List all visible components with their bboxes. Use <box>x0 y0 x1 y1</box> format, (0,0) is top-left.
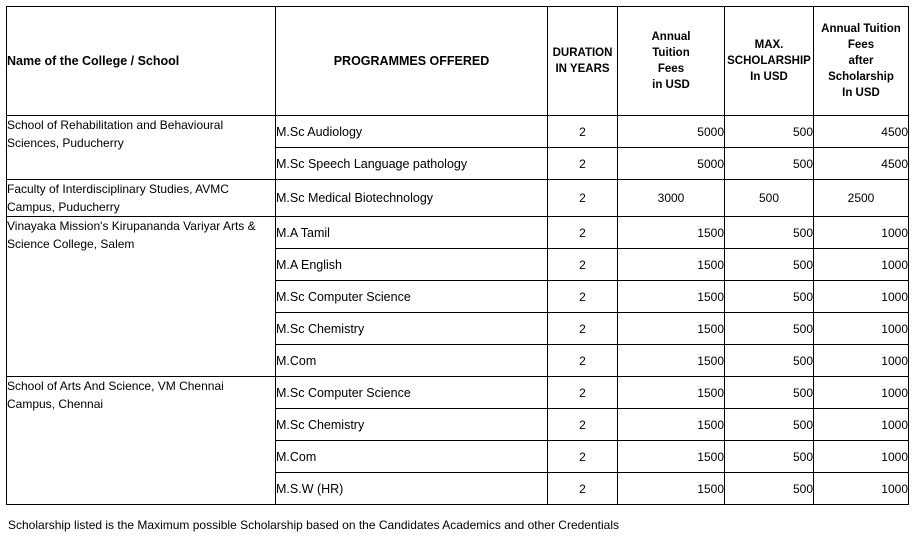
duration-cell: 2 <box>548 148 618 180</box>
header-after-line: after <box>848 55 874 67</box>
table-row <box>7 180 909 217</box>
college-name-line: Vinayaka Mission's Kirupananda Variyar Arts & <box>7 219 256 233</box>
duration-cell: 2 <box>548 116 618 148</box>
programme-name: M.Sc Chemistry <box>276 313 548 345</box>
annual-fees-cell: 1500 <box>618 217 725 249</box>
fees-after-scholarship-cell: 4500 <box>814 148 909 180</box>
annual-fees-cell: 1500 <box>618 409 725 441</box>
annual-fees-cell: 1500 <box>618 441 725 473</box>
programme-name: M.Sc Computer Science <box>276 281 548 313</box>
header-college: Name of the College / School <box>7 7 276 116</box>
scholarship-cell: 500 <box>725 249 814 281</box>
header-scholarship-line: In USD <box>750 71 788 83</box>
college-name-line: Campus, Puducherry <box>7 200 120 214</box>
table-row <box>7 217 909 249</box>
college-name <box>7 116 276 180</box>
college-name <box>7 377 276 505</box>
scholarship-cell: 500 <box>725 281 814 313</box>
college-name-line: School of Arts And Science, VM Chennai <box>7 379 224 393</box>
header-row <box>7 7 909 116</box>
annual-fees-cell: 3000 <box>618 180 725 217</box>
scholarship-cell: 500 <box>725 441 814 473</box>
header-after-scholarship <box>814 7 909 116</box>
duration-cell: 2 <box>548 313 618 345</box>
duration-cell: 2 <box>548 217 618 249</box>
fees-after-scholarship-cell: 4500 <box>814 116 909 148</box>
programme-name: M.Sc Speech Language pathology <box>276 148 548 180</box>
fees-after-scholarship-cell: 1000 <box>814 345 909 377</box>
header-fees-line: in USD <box>652 79 690 91</box>
header-after-line: Scholarship <box>828 71 894 83</box>
header-annual-fees <box>618 7 725 116</box>
fees-after-scholarship-cell: 1000 <box>814 441 909 473</box>
college-name-line: Sciences, Puducherry <box>7 136 124 150</box>
scholarship-cell: 500 <box>725 473 814 505</box>
fees-table-body <box>7 116 909 505</box>
fees-after-scholarship-cell: 1000 <box>814 249 909 281</box>
fees-after-scholarship-cell: 2500 <box>814 180 909 217</box>
header-programmes: PROGRAMMES OFFERED <box>276 7 548 116</box>
annual-fees-cell: 1500 <box>618 377 725 409</box>
fees-after-scholarship-cell: 1000 <box>814 281 909 313</box>
programme-name: M.A English <box>276 249 548 281</box>
table-row <box>7 116 909 148</box>
scholarship-cell: 500 <box>725 148 814 180</box>
scholarship-cell: 500 <box>725 116 814 148</box>
duration-cell: 2 <box>548 473 618 505</box>
header-scholarship-line: MAX. <box>754 39 784 51</box>
header-duration-line: DURATION <box>552 47 613 59</box>
college-name <box>7 217 276 377</box>
header-after-line: Fees <box>847 39 875 51</box>
programme-name: M.Sc Medical Biotechnology <box>276 180 548 217</box>
duration-cell: 2 <box>548 441 618 473</box>
header-after-line: In USD <box>842 87 880 99</box>
duration-cell: 2 <box>548 281 618 313</box>
duration-cell: 2 <box>548 345 618 377</box>
annual-fees-cell: 5000 <box>618 116 725 148</box>
college-name-line: School of Rehabilitation and Behavioural <box>7 118 224 132</box>
programme-name: M.Com <box>276 441 548 473</box>
annual-fees-cell: 1500 <box>618 313 725 345</box>
duration-cell: 2 <box>548 180 618 217</box>
programme-name: M.Com <box>276 345 548 377</box>
college-name-line: Campus, Chennai <box>7 397 104 411</box>
table-row <box>7 377 909 409</box>
programme-name: M.Sc Chemistry <box>276 409 548 441</box>
duration-cell: 2 <box>548 377 618 409</box>
annual-fees-cell: 1500 <box>618 473 725 505</box>
scholarship-cell: 500 <box>725 217 814 249</box>
fees-after-scholarship-cell: 1000 <box>814 313 909 345</box>
scholarship-cell: 500 <box>725 409 814 441</box>
header-scholarship-line: SCHOLARSHIP <box>727 55 811 67</box>
header-fees-line: Fees <box>657 63 685 75</box>
header-scholarship <box>725 7 814 116</box>
programme-name: M.Sc Computer Science <box>276 377 548 409</box>
scholarship-cell: 500 <box>725 180 814 217</box>
scholarship-footnote: Scholarship listed is the Maximum possible Scholarship based on the Candidates Academics and other Credentials <box>8 518 619 532</box>
programme-name: M.S.W (HR) <box>276 473 548 505</box>
header-fees-line: Annual <box>651 31 691 43</box>
scholarship-cell: 500 <box>725 377 814 409</box>
annual-fees-cell: 1500 <box>618 249 725 281</box>
college-name <box>7 180 276 217</box>
annual-fees-cell: 5000 <box>618 148 725 180</box>
programme-name: M.Sc Audiology <box>276 116 548 148</box>
fees-after-scholarship-cell: 1000 <box>814 409 909 441</box>
annual-fees-cell: 1500 <box>618 345 725 377</box>
duration-cell: 2 <box>548 249 618 281</box>
scholarship-cell: 500 <box>725 313 814 345</box>
header-after-line: Annual Tuition <box>821 23 901 35</box>
annual-fees-cell: 1500 <box>618 281 725 313</box>
duration-cell: 2 <box>548 409 618 441</box>
header-duration <box>548 7 618 116</box>
fees-after-scholarship-cell: 1000 <box>814 473 909 505</box>
fees-after-scholarship-cell: 1000 <box>814 217 909 249</box>
college-name-line: Science College, Salem <box>7 237 135 251</box>
header-fees-line: Tuition <box>652 47 690 59</box>
scholarship-cell: 500 <box>725 345 814 377</box>
college-name-line: Faculty of Interdisciplinary Studies, AVMC <box>7 182 229 196</box>
fees-table <box>6 6 909 505</box>
programme-name: M.A Tamil <box>276 217 548 249</box>
fees-after-scholarship-cell: 1000 <box>814 377 909 409</box>
header-duration-line: IN YEARS <box>555 63 610 75</box>
